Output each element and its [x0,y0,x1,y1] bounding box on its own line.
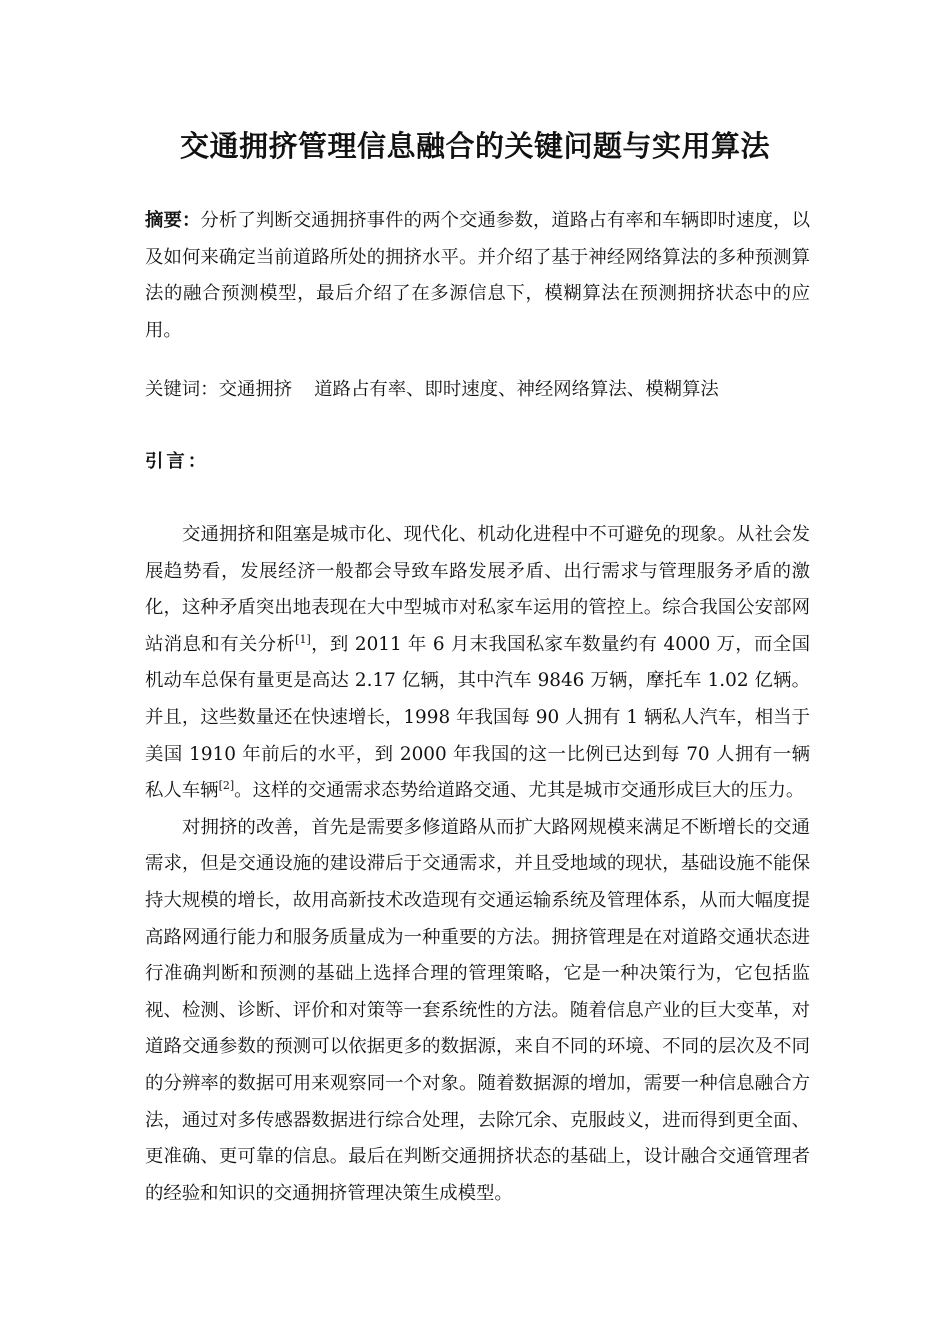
abstract [145,203,810,349]
paragraph-2: 对拥挤的改善，首先是需要多修道路从而扩大路网规模来满足不断增长的交通需求，但是交通设施的建设滞后于交通需求，并且受地域的现状，基础设施不能保持大规模的增长，故用高新技术改造现有交通运输系统及管理体系，从而大幅度提高路网通行能力和服务质量成为一种重要的方法。拥挤管理是在对道路交通状态进行准确判断和预测的基础上选择合理的管理策略，它是一种决策行为，它包括监视、检测、诊断、评价和对策等一套系统性的方法。随着信息产业的巨大变革，对道路交通参数的预测可以依据更多的数据源，来自不同的环境、不同的层次及不同的分辨率的数据可用来观察同一个对象。随着数据源的增加，需要一种信息融合方法，通过对多传感器数据进行综合处理，去除冗余、克服歧义，进而得到更全面、更准确、更可靠的信息。最后在判断交通拥挤状态的基础上，设计融合交通管理者的经验和知识的交通拥挤管理决策生成模型。 [145,816,810,1204]
paragraph-1-part-1: 交通拥挤和阻塞是城市化、现代化、机动化进程中不可避免的现象。从社会发展趋势看，发展经济一般都会导致车路发展矛盾、出行需求与管理服务矛盾的激化，这种矛盾突出地表现在大中型城市对私家车运用的管控上。综合我国公安部网站消息和有关分析 [145,524,810,655]
paper-title: 交通拥挤管理信息融合的关键问题与实用算法 [179,129,770,163]
keywords-label: 关键词： [145,379,219,400]
intro-heading: 引言： [145,451,210,472]
paragraph-1-part-3: 。这样的交通需求态势给道路交通、尤其是城市交通形成巨大的压力。 [234,780,805,802]
citation-1: [1] [295,632,311,646]
keywords-rest: 道路占有率、即时速度、神经网络算法、模糊算法 [314,379,719,400]
paragraph-1 [145,517,810,810]
body-text [145,517,810,1212]
paragraph-1-part-2: ，到 2011 年 6 月末我国私家车数量约有 4000 万，而全国机动车总保有量更是高达 2.17 亿辆，其中汽车 9846 万辆，摩托车 1.02 亿辆。并且，这些数量还在快速增长，1998 年我国每 90 人拥有 1 辆私人汽车，相当于美国 1910 年前后的水平，到 2000 年我国的这一比例已达到每 70 人拥有一辆私人车辆 [145,633,810,802]
keywords [145,372,810,409]
abstract-label: 摘要： [145,210,201,231]
abstract-text: 分析了判断交通拥挤事件的两个交通参数，道路占有率和车辆即时速度，以及如何来确定当前道路所处的拥挤水平。并介绍了基于神经网络算法的多种预测算法的融合预测模型，最后介绍了在多源信息下，模糊算法在预测拥挤状态中的应用。 [145,210,810,341]
citation-2: [2] [218,779,235,793]
keyword-first: 交通拥挤 [218,379,293,400]
